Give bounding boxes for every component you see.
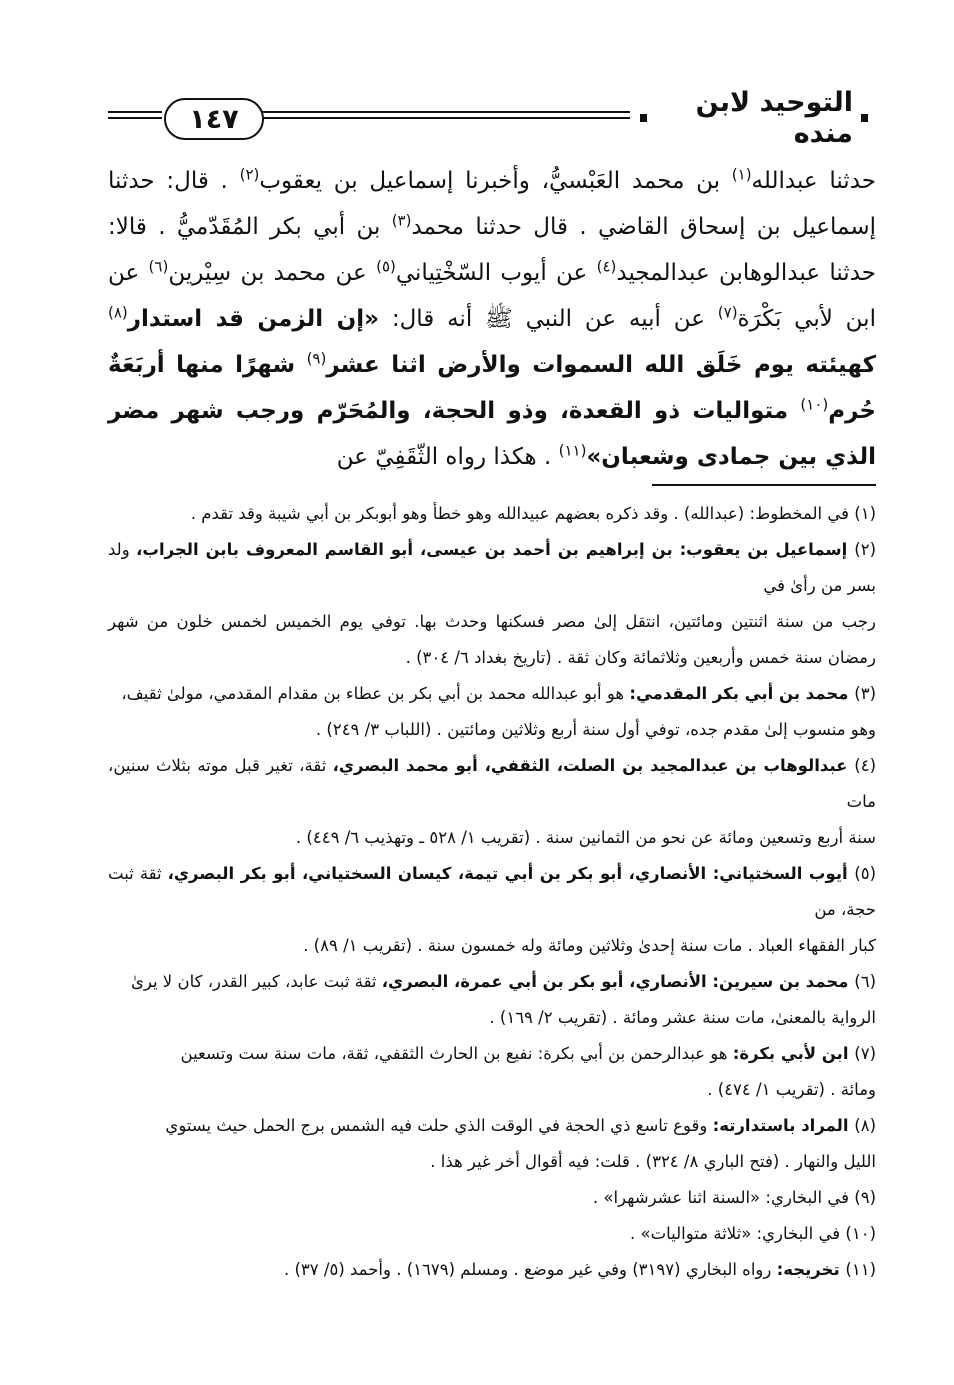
footnote-item <box>108 676 876 748</box>
footnote-item <box>108 856 876 964</box>
footnote-number: (٩) <box>854 1188 876 1207</box>
main-paragraph <box>108 158 876 480</box>
header-rule-middle <box>262 111 630 125</box>
footnote-heading: ابن لأبي بكرة: <box>732 1044 855 1063</box>
main-text-run: عن أيوب السّخْتِياني <box>395 260 597 286</box>
main-text-run: عن ابن لأبي بَكْرَة <box>108 260 876 332</box>
footnote-number: (٢) <box>854 540 876 559</box>
footnote-text: هو أبو عبدالله محمد بن أبي بكر بن عطاء بن مقدام المقدمي، مولىٰ ثقيف، <box>121 684 630 703</box>
footnote-item <box>108 1180 876 1216</box>
footnote-number: (٣) <box>854 684 876 703</box>
footnote-item <box>108 964 876 1036</box>
footnote-ref: (٥) <box>376 257 396 276</box>
footnote-item <box>108 1252 876 1288</box>
footnote-number: (١) <box>854 504 876 523</box>
main-text-run: عن أبيه عن النبي ﷺ أنه قال: <box>379 306 718 332</box>
footnote-text: في البخاري: «ثلاثة متواليات» . <box>630 1224 846 1243</box>
footnote-heading: عبدالوهاب بن عبدالمجيد بن الصلت، الثقفي، أبو محمد البصري، <box>332 756 855 775</box>
footnote-text: هو عبدالرحمن بن أبي بكرة: نفيع بن الحارث الثقفي، ثقة، مات سنة ست وتسعين <box>180 1044 733 1063</box>
hadith-text: متواليات ذو القعدة، وذو الحجة، والمُحَرّم ورجب شهر مضر الذي بين جمادى وشعبان» <box>108 398 876 470</box>
footnote-continuation: وهو منسوب إلىٰ مقدم جده، توفي أول سنة أربع وثلاثين ومائتين . (اللباب ٣/ ٢٤٩) . <box>315 720 876 739</box>
main-text-run: بن أبي بكر المُقَدّميُّ . قالا: حدثنا عبدالوهابن عبدالمجيد <box>108 214 876 286</box>
hadith-text: «إن الزمن قد استدار <box>127 306 380 332</box>
book-title: التوحيد لابن منده <box>695 87 853 149</box>
page-number: ١٤٧ <box>189 103 239 135</box>
footnote-text: ثقة ثبت حجة، من <box>108 864 876 919</box>
footnote-item <box>108 1216 876 1252</box>
footnote-ref: (١٠) <box>800 395 829 414</box>
main-text-run: عن محمد بن سِيْرين <box>168 260 377 286</box>
footnote-ref: (٤) <box>596 257 617 276</box>
footnote-number: (١٠) <box>845 1224 876 1243</box>
footnote-item <box>108 496 876 532</box>
footnote-ref: (٦) <box>148 257 169 276</box>
footnote-heading: إسماعيل بن يعقوب: بن إبراهيم بن أحمد بن عيسى، أبو القاسم المعروف بابن الجراب، <box>136 540 855 559</box>
main-text-run: . هكذا رواه الثّقَفِيّ عن <box>336 444 559 470</box>
footnote-heading: محمد بن سيرين: الأنصاري، أبو بكر بن أبي عمرة، البصري، <box>381 972 855 991</box>
page-number-badge <box>164 98 264 140</box>
footnote-continuation: الرواية بالمعنىٰ، مات سنة عشر ومائة . (تقريب ٢/ ١٦٩) . <box>489 1008 876 1027</box>
footnote-text: ولد بسر من رأىٰ في <box>108 540 876 595</box>
footnote-ref: (١١) <box>558 441 587 460</box>
footnote-continuation: رجب من سنة اثنتين ومائتين، انتقل إلىٰ مصر فسكنها وحدث بها. توفي يوم الخميس لخمس خلون من شهر رمضان سنة خمس وأربعين وثلاثمائة وكان ثقة . (تاريخ بغداد ٦/ ٣٠٤) . <box>108 612 876 667</box>
footnote-text: ثقة ثبت عابد، كبير القدر، كان لا يرىٰ <box>130 972 382 991</box>
footnote-continuation: ومائة . (تقريب ١/ ٤٧٤) . <box>707 1080 876 1099</box>
footnote-ref: (٩) <box>306 349 327 368</box>
footnote-item <box>108 1036 876 1108</box>
main-text-run: حدثنا عبدالله <box>751 168 876 194</box>
footnote-ref: (٣) <box>391 211 412 230</box>
footnotes <box>108 496 876 1288</box>
footnote-heading: المراد باستدارته: <box>712 1116 855 1135</box>
main-text <box>108 158 876 480</box>
footnote-continuation: الليل والنهار . (فتح الباري ٨/ ٣٢٤) . قلت: فيه أقوال أخر غير هذا . <box>430 1152 876 1171</box>
footnote-continuation: كبار الفقهاء العباد . مات سنة إحدىٰ وثلاثين ومائة وله خمسون سنة . (تقريب ١/ ٨٩) . <box>303 936 876 955</box>
footnote-item <box>108 748 876 856</box>
page-header <box>108 87 876 149</box>
book-title-block <box>632 87 876 149</box>
footnote-ref: (٧) <box>717 303 738 322</box>
footnote-heading: أيوب السختياني: الأنصاري، أبو بكر بن أبي تيمة، كيسان السختياني، أبو بكر البصري، <box>167 864 855 883</box>
footnote-item <box>108 532 876 676</box>
footnote-text: في المخطوط: (عبدالله) . وقد ذكره بعضهم عبيدالله وهو خطأ وهو أبوبكر بن أبي شيبة وقد تقدم . <box>190 504 855 523</box>
square-ornament-icon <box>861 114 868 122</box>
main-text-run: بن محمد العَبْسيُّ، وأخبرنا إسماعيل بن يعقوب <box>259 168 732 194</box>
hadith-text: شهرًا منها أربَعَةٌ حُرم <box>108 352 876 424</box>
footnote-heading: تخريجه: <box>776 1260 846 1279</box>
footnote-number: (٥) <box>854 864 876 883</box>
footnote-ref: (١) <box>731 165 752 184</box>
footnote-item <box>108 1108 876 1180</box>
header-rule-left <box>108 111 162 125</box>
footnote-number: (١١) <box>845 1260 876 1279</box>
footnote-continuation: سنة أربع وتسعين ومائة عن نحو من الثمانين سنة . (تقريب ١/ ٥٢٨ ـ وتهذيب ٦/ ٤٤٩) . <box>295 828 876 847</box>
footnote-number: (٤) <box>854 756 877 775</box>
footnote-ref: (٢) <box>239 165 260 184</box>
footnote-text: رواه البخاري (٣١٩٧) وفي غير موضع . ومسلم (١٦٧٩) . وأحمد (٥/ ٣٧) . <box>283 1260 777 1279</box>
footnote-text: ثقة، تغير قبل موته بثلاث سنين، مات <box>108 756 876 811</box>
main-text-run: . قال: حدثنا إسماعيل بن إسحاق القاضي . قال حدثنا محمد <box>108 168 876 240</box>
square-ornament-icon <box>640 114 647 122</box>
footnote-number: (٨) <box>854 1116 876 1135</box>
footnote-text: وقوع تاسع ذي الحجة في الوقت الذي حلت فيه الشمس برج الحمل حيث يستوي <box>165 1116 713 1135</box>
footnote-text: في البخاري: «السنة اثنا عشرشهرا» . <box>592 1188 855 1207</box>
footnote-number: (٧) <box>854 1044 876 1063</box>
footnote-separator <box>652 484 876 486</box>
footnote-number: (٦) <box>854 972 876 991</box>
footnote-ref: (٨) <box>108 303 128 322</box>
footnote-heading: محمد بن أبي بكر المقدمي: <box>629 684 855 703</box>
hadith-text: كهيئته يوم خَلَق الله السموات والأرض اثنا عشر <box>326 352 877 378</box>
